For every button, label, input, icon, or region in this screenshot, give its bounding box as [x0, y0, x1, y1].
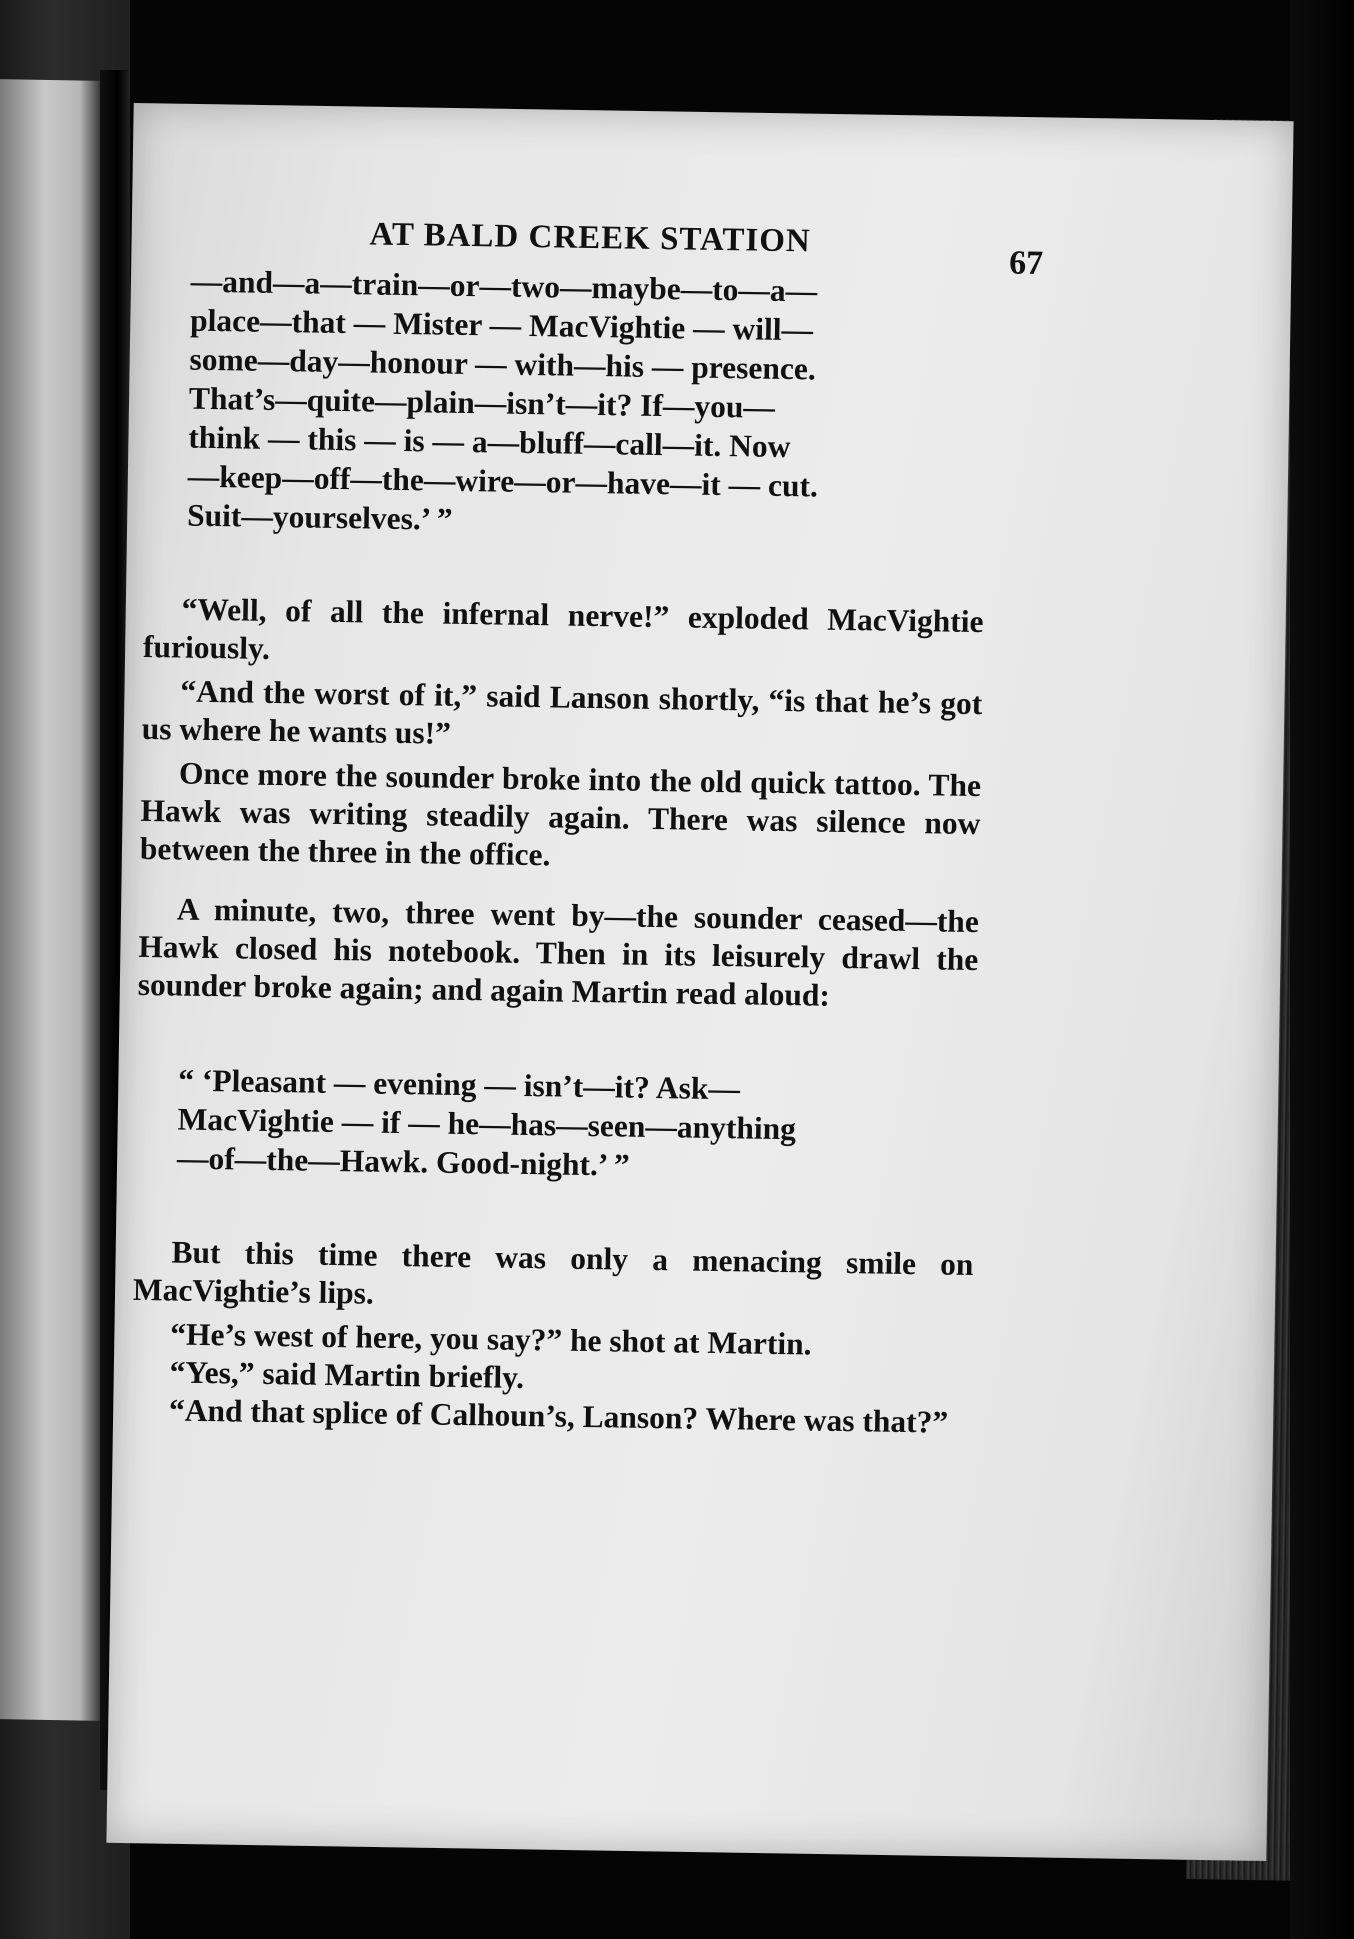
paragraph-text: Once more the sounder broke into the old quick tattoo. The Hawk was writing steadily again. There was silence now between the three in the office.	[139, 755, 982, 873]
scan-right-shadow	[1290, 0, 1354, 1939]
paragraph-text: “Well, of all the infernal nerve!” exploded MacVightie furiously.	[142, 591, 984, 666]
telegraph-quote-1	[187, 262, 1011, 548]
quote-line: some—day—honour — with—his — presence.	[189, 341, 817, 387]
quote-line: That’s—quite—plain—isn’t—it? If—you—	[188, 380, 776, 425]
paragraph	[143, 590, 984, 679]
paragraph	[140, 754, 982, 881]
quote-line: Suit—yourselves.’ ”	[186, 497, 453, 537]
telegraph-quote-2	[177, 1061, 999, 1191]
paragraph	[133, 1233, 974, 1322]
paragraph-text: “And that splice of Calhoun’s, Lanson? Where was that?”	[168, 1392, 949, 1440]
paragraph	[141, 672, 982, 761]
quote-line: place—that — Mister — MacVightie — will—	[189, 302, 814, 348]
quote-line: —of—the—Hawk. Good-night.’ ”	[176, 1140, 630, 1183]
page-number: 67	[1008, 244, 1044, 283]
quote-line: “ ‘Pleasant — evening — isn’t—it? Ask—	[177, 1062, 741, 1107]
paragraph-text: “Yes,” said Martin briefly.	[169, 1354, 525, 1396]
paragraph-text: A minute, two, three went by—the sounder ceased—the Hawk closed his notebook. Then in its leisurely drawl the sounder broke again; and again Martin read aloud:	[137, 891, 980, 1013]
previous-page-edge	[0, 79, 100, 1721]
quote-line: think — this — is — a—bluff—call—it. Now	[188, 419, 791, 465]
quote-line: —keep—off—the—wire—or—have—it — cut.	[187, 458, 819, 504]
paragraph-text: “He’s west of here, you say?” he shot at Martin.	[169, 1316, 812, 1362]
running-title: AT BALD CREEK STATION	[369, 216, 812, 260]
quote-line: —and—a—train—or—two—maybe—to—a—	[190, 263, 818, 309]
paragraph	[137, 890, 979, 1017]
paragraph-text: But this time there was only a menacing smile on MacVightie’s lips.	[132, 1234, 974, 1311]
quote-line: MacVightie — if — he—has—seen—anything	[177, 1101, 797, 1147]
paragraph-text: “And the worst of it,” said Lanson shortly, “is that he’s got us where he wants us!”	[141, 673, 983, 751]
page-content	[131, 205, 1050, 1443]
